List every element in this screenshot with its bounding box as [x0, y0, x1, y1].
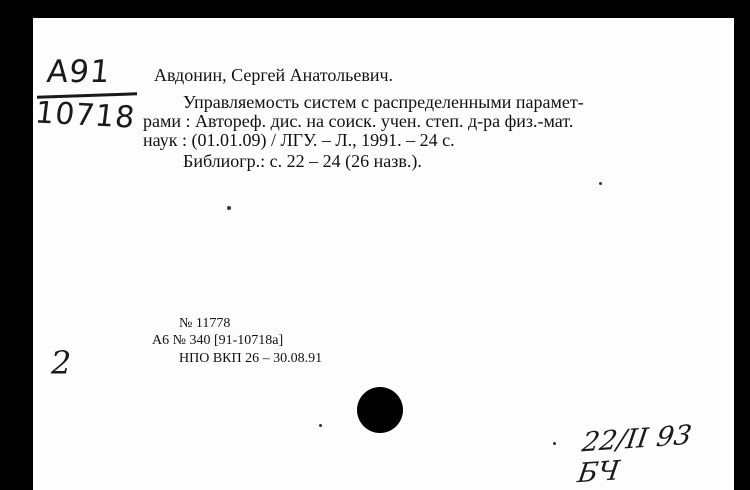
- a6-number: № 340 [91-10718а]: [172, 333, 284, 348]
- author-heading: Авдонин, Сергей Анатольевич.: [154, 65, 394, 85]
- dust-speck: [599, 182, 602, 185]
- handwritten-copy-number: 2: [51, 344, 72, 382]
- dust-speck: [319, 424, 322, 427]
- handwritten-date: 22/II 93 БЧ: [575, 419, 694, 490]
- catalog-card: [33, 18, 734, 490]
- dust-speck: [553, 442, 556, 445]
- dust-speck: [227, 206, 231, 210]
- title-line-1: Управляемость систем с распределенными парамет-: [183, 92, 584, 112]
- title-line-2: рами : Автореф. дис. на соиск. учен. степ. д-ра физ.-мат.: [143, 111, 574, 131]
- a6-record: [152, 332, 283, 350]
- shelf-mark-bottom: 10718: [33, 95, 138, 136]
- bibliography-note: Библиогр.: с. 22 – 24 (26 назв.).: [183, 151, 422, 171]
- title-line-3: наук : (01.01.09) / ЛГУ. – Л., 1991. – 24 с.: [143, 130, 455, 150]
- punch-hole: [357, 387, 403, 433]
- accession-number: № 11778: [179, 316, 231, 331]
- shelf-mark-top: A91: [45, 54, 113, 90]
- a6-prefix: А6: [152, 333, 170, 348]
- npo-stamp: НПО ВКП 26 – 30.08.91: [179, 351, 323, 366]
